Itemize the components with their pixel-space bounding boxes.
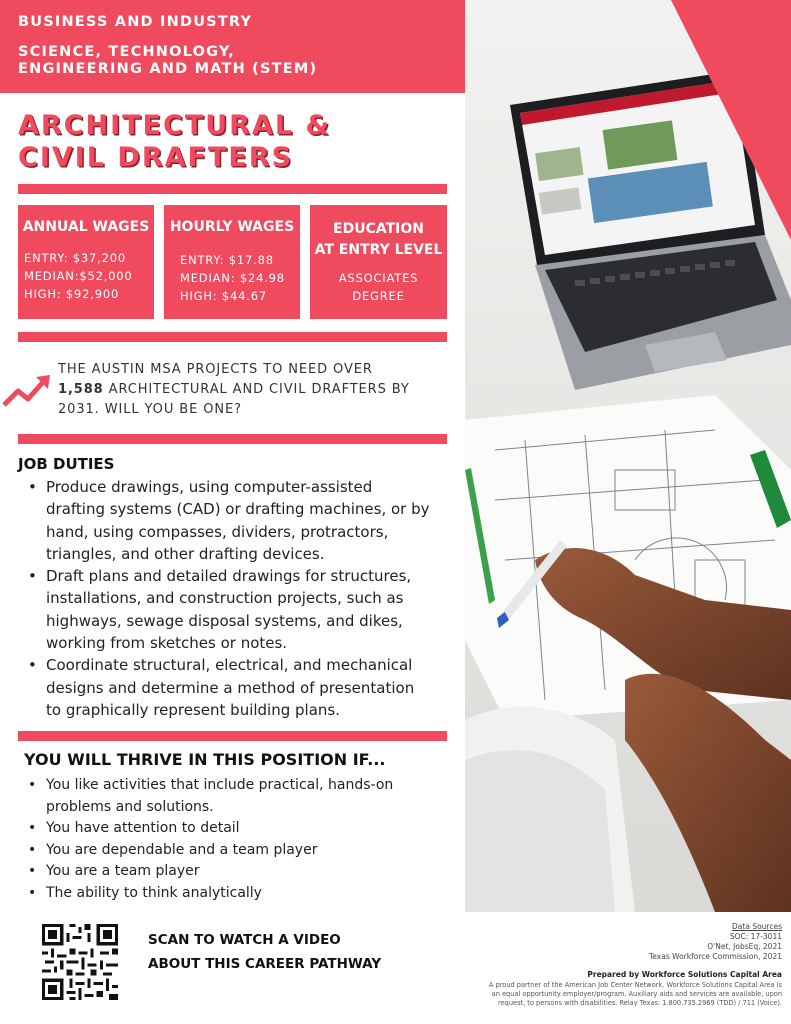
job-duties-heading: JOB DUTIES [18, 455, 115, 473]
annual-median: MEDIAN:$52,000 [24, 269, 133, 283]
partner-line2: an equal opportunity employer/program. Auxiliary aids and services are available, upon [491, 990, 782, 998]
education-value-line2: DEGREE [352, 289, 405, 303]
source-line3: Texas Workforce Commission, 2021 [649, 952, 782, 961]
page-title [18, 110, 331, 174]
annual-high: HIGH: $92,900 [24, 287, 120, 301]
trend-up-arrow-icon [2, 373, 54, 409]
list-item: • Produce drawings, using computer-assisted drafting systems (CAD) or drafting machines, or by hand, using compasses, dividers, protractors, triangles, and other drafting devices. [20, 476, 430, 565]
data-sources [442, 922, 782, 962]
thrive-list [20, 775, 430, 904]
category-label: BUSINESS AND INDUSTRY [18, 14, 253, 30]
thrive-heading: YOU WILL THRIVE IN THIS POSITION IF... [24, 750, 386, 769]
list-item: • You are dependable and a team player [20, 840, 430, 862]
list-item: • The ability to think analytically [20, 883, 430, 905]
education-box [310, 205, 447, 319]
hourly-wages-box [164, 205, 300, 319]
partner-line1: A proud partner of the American Job Center Network. Workforce Solutions Capital Area is [488, 981, 782, 989]
annual-wages-title: ANNUAL WAGES [22, 219, 150, 235]
drafting-photo [465, 0, 791, 912]
partner-line3: request, to persons with disabilities. Relay Texas: 1.800.735.2969 (TDD) / 711 (Voice). [498, 999, 782, 1007]
list-item: • You have attention to detail [20, 818, 430, 840]
projection-text [58, 360, 448, 420]
divider-top [18, 184, 447, 194]
photo-corner-wedge [671, 0, 791, 240]
scan-cta [148, 928, 381, 976]
projection-number: 1,588 [58, 382, 104, 397]
divider-mid [18, 332, 447, 342]
annual-entry: ENTRY: $37,200 [24, 251, 126, 265]
qr-code-icon[interactable] [40, 924, 120, 1000]
source-line2: O'Net, JobsEq, 2021 [707, 942, 782, 951]
divider-thrive [18, 731, 447, 741]
hourly-entry: ENTRY: $17.88 [180, 253, 274, 267]
education-value-line1: ASSOCIATES [338, 271, 419, 285]
scan-line1: SCAN TO WATCH A VIDEO [148, 932, 341, 948]
divider-projection [18, 434, 447, 444]
education-title-line2: AT ENTRY LEVEL [314, 242, 443, 258]
list-item: • Coordinate structural, electrical, and mechanical designs and determine a method of presentation to graphically represent building plans. [20, 654, 430, 721]
title-line1: ARCHITECTURAL & [18, 110, 331, 141]
data-sources-heading: Data Sources [732, 922, 782, 931]
prepared-by: Prepared by Workforce Solutions Capital Area [587, 970, 782, 979]
education-title-line1: EDUCATION [333, 221, 424, 237]
cluster-label-line1: SCIENCE, TECHNOLOGY, [18, 44, 235, 60]
hourly-median: MEDIAN: $24.98 [180, 271, 285, 285]
annual-wages-box [18, 205, 154, 319]
list-item: • You are a team player [20, 861, 430, 883]
job-duties-list [20, 476, 430, 721]
list-item: • You like activities that include practical, hands-on problems and solutions. [20, 775, 430, 818]
soc-code: SOC: 17-3011 [729, 932, 782, 941]
projection-line3: 2031. WILL YOU BE ONE? [58, 402, 242, 417]
projection-line2: ARCHITECTURAL AND CIVIL DRAFTERS BY [103, 382, 410, 397]
partner-disclaimer [432, 981, 782, 1008]
projection-line1: THE AUSTIN MSA PROJECTS TO NEED OVER [58, 362, 373, 377]
hourly-high: HIGH: $44.67 [180, 289, 267, 303]
scan-line2: ABOUT THIS CAREER PATHWAY [148, 956, 382, 972]
hourly-wages-title: HOURLY WAGES [169, 219, 295, 235]
list-item: • Draft plans and detailed drawings for structures, installations, and construction projects, such as highways, sewage disposal systems, and dikes, working from sketches or notes. [20, 565, 430, 654]
title-line2: CIVIL DRAFTERS [18, 142, 294, 173]
cluster-label-line2: ENGINEERING AND MATH (STEM) [18, 61, 318, 77]
